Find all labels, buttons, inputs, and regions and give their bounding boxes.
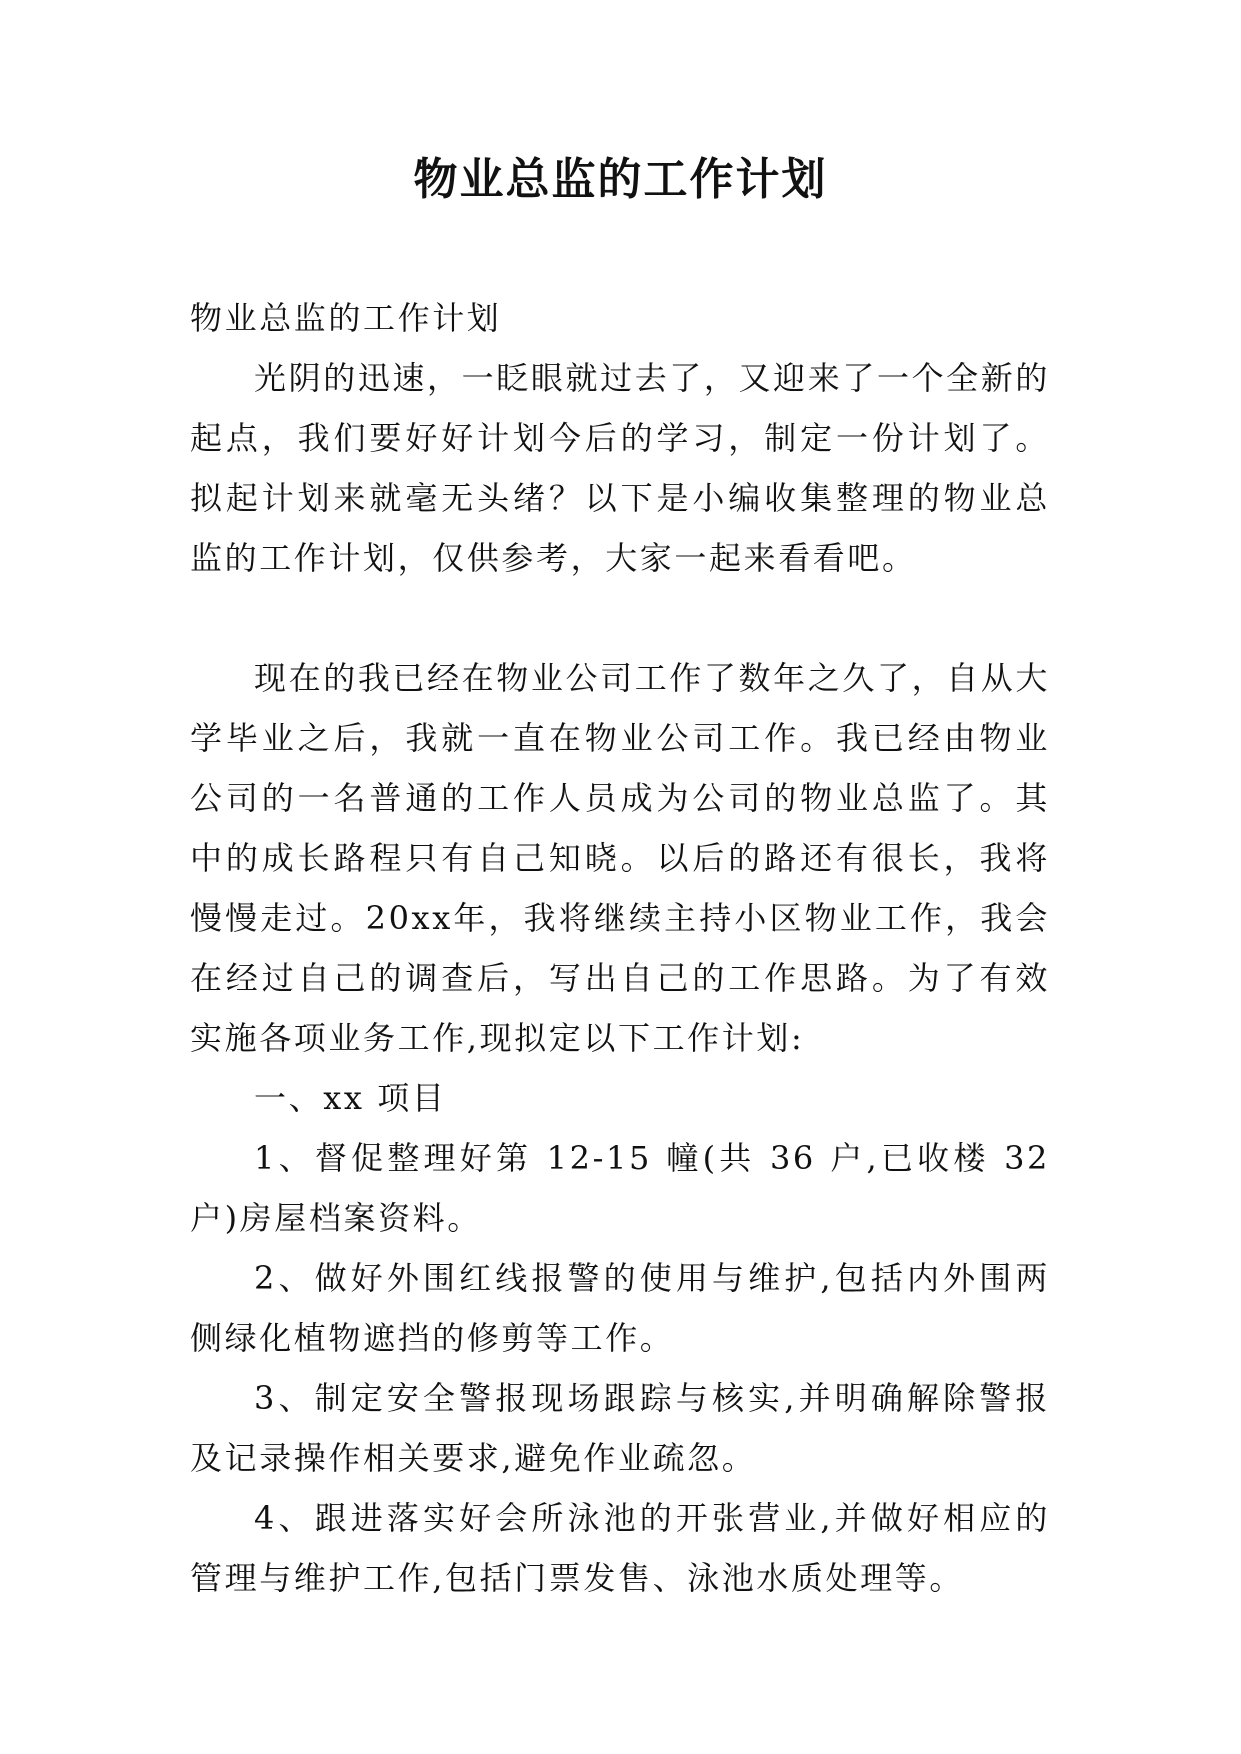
list-item: 4、跟进落实好会所泳池的开张营业,并做好相应的管理与维护工作,包括门票发售、泳池水质处理等。	[190, 1499, 1050, 1597]
intro-paragraph: 光阴的迅速，一眨眼就过去了，又迎来了一个全新的起点，我们要好好计划今后的学习，制定一份计划了。拟起计划来就毫无头绪？以下是小编收集整理的物业总监的工作计划，仅供参考，大家一起来看看吧。	[190, 359, 1050, 577]
list-item: 1、督促整理好第 12-15 幢(共 36 户,已收楼 32 户)房屋档案资料。	[190, 1139, 1050, 1237]
list-item: 3、制定安全警报现场跟踪与核实,并明确解除警报及记录操作相关要求,避免作业疏忽。	[190, 1379, 1050, 1477]
blank-line	[190, 588, 1050, 648]
section-heading: 一、xx 项目	[254, 1079, 447, 1117]
document-body	[190, 288, 1050, 1608]
main-paragraph: 现在的我已经在物业公司工作了数年之久了，自从大学毕业之后，我就一直在物业公司工作。我已经由物业公司的一名普通的工作人员成为公司的物业总监了。其中的成长路程只有自己知晓。以后的路还有很长，我将慢慢走过。20xx年，我将继续主持小区物业工作，我会在经过自己的调查后，写出自己的工作思路。为了有效实施各项业务工作,现拟定以下工作计划:	[190, 659, 1050, 1057]
body-heading: 物业总监的工作计划	[190, 299, 502, 337]
document-title: 物业总监的工作计划	[413, 154, 828, 205]
list-item: 2、做好外围红线报警的使用与维护,包括内外围两侧绿化植物遮挡的修剪等工作。	[190, 1259, 1050, 1357]
